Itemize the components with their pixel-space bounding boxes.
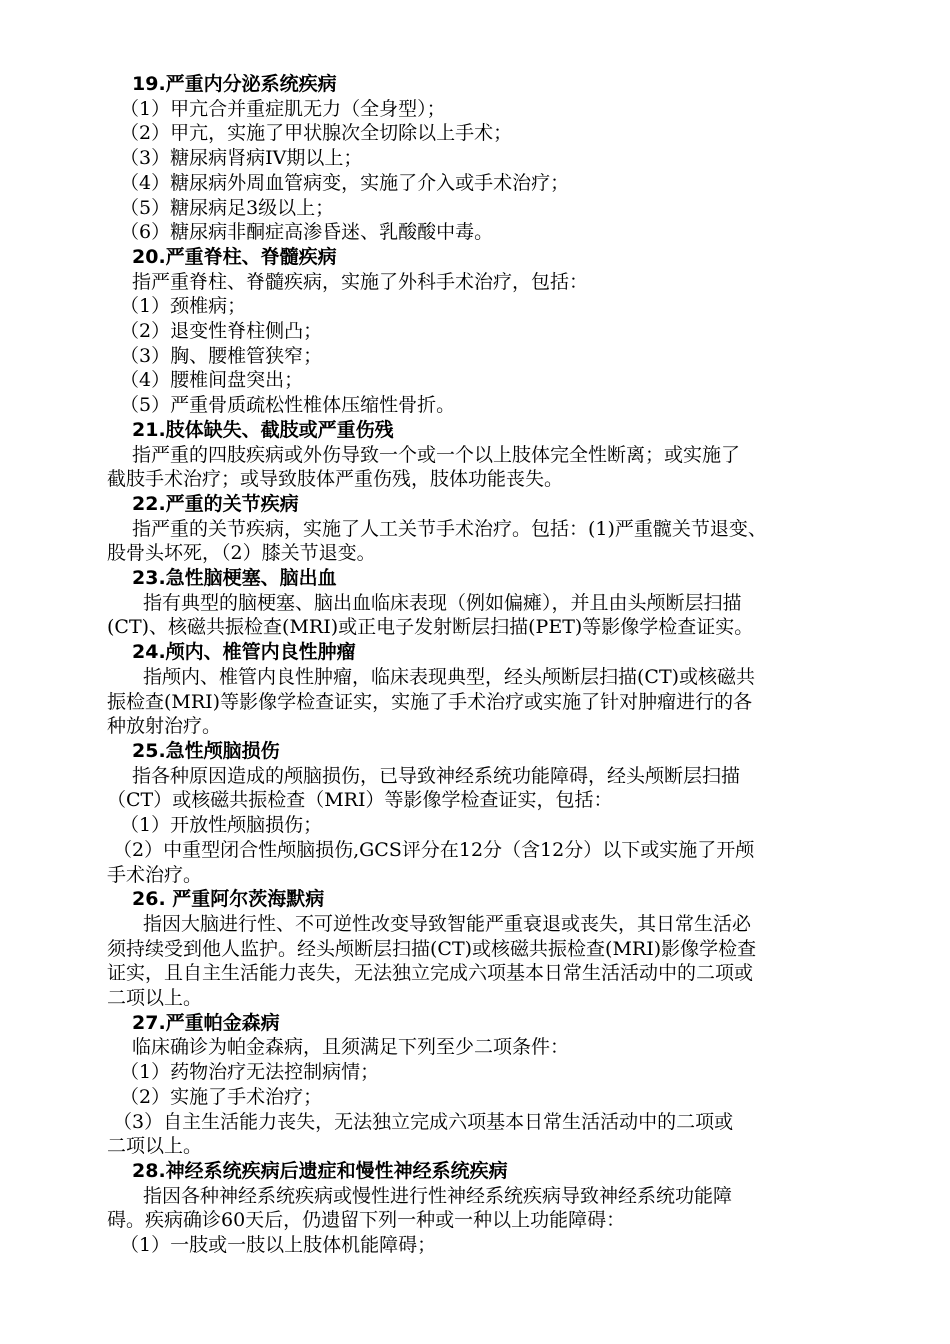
body-text: 指严重的关节疾病，实施了人工关节手术治疗。包括：(1)严重髋关节退变、 bbox=[132, 517, 767, 540]
body-text: 指各种原因造成的颅脑损伤，已导致神经系统功能障碍，经头颅断层扫描 bbox=[132, 764, 741, 787]
list-item: （6）糖尿病非酮症高渗昏迷、乳酸酸中毒。 bbox=[120, 221, 494, 244]
list-item: （1）颈椎病； bbox=[120, 295, 247, 318]
list-item: （5）糖尿病足3级以上； bbox=[120, 196, 335, 219]
list-item: （2）实施了手术治疗； bbox=[120, 1085, 323, 1108]
list-item: （4）腰椎间盘突出； bbox=[120, 369, 304, 392]
body-text: 指有典型的脑梗塞、脑出血临床表现（例如偏瘫），并且由头颅断层扫描 bbox=[143, 591, 742, 614]
section-heading-28: 28.神经系统疾病后遗症和慢性神经系统疾病 bbox=[132, 1159, 508, 1182]
body-text: 手术治疗。 bbox=[107, 863, 203, 886]
list-item: （1）甲亢合并重症肌无力（全身型）； bbox=[120, 97, 446, 120]
body-text: 临床确诊为帕金森病，且须满足下列至少二项条件： bbox=[132, 1036, 570, 1059]
body-text: 须持续受到他人监护。经头颅断层扫描(CT)或核磁共振检查(MRI)影像学检查 bbox=[107, 937, 757, 960]
body-text: 二项以上。 bbox=[107, 987, 203, 1010]
section-heading-24: 24.颅内、椎管内良性肿瘤 bbox=[132, 641, 356, 664]
list-item: （1）一肢或一肢以上肢体机能障碍； bbox=[120, 1234, 437, 1257]
section-heading-26: 26. 严重阿尔茨海默病 bbox=[132, 888, 325, 911]
body-text: (CT)、核磁共振检查(MRI)或正电子发射断层扫描(PET)等影像学检查证实。 bbox=[107, 616, 754, 639]
list-item: （1）开放性颅脑损伤； bbox=[120, 814, 323, 837]
body-text: 指严重的四肢疾病或外伤导致一个或一个以上肢体完全性断离；或实施了 bbox=[132, 443, 741, 466]
list-item: （1）药物治疗无法控制病情； bbox=[120, 1061, 380, 1084]
body-text: 截肢手术治疗；或导致肢体严重伤残，肢体功能丧失。 bbox=[107, 468, 564, 491]
body-text: 种放射治疗。 bbox=[107, 715, 222, 738]
body-text: 指因大脑进行性、不可逆性改变导致智能严重衰退或丧失，其日常生活必 bbox=[143, 912, 752, 935]
section-heading-27: 27.严重帕金森病 bbox=[132, 1011, 280, 1034]
list-item: （5）严重骨质疏松性椎体压缩性骨折。 bbox=[120, 394, 456, 417]
body-text: 振检查(MRI)等影像学检查证实，实施了手术治疗或实施了针对肿瘤进行的各 bbox=[107, 690, 753, 713]
list-item: （2）中重型闭合性颅脑损伤,GCS评分在12分（含12分）以下或实施了开颅 bbox=[113, 838, 755, 861]
section-heading-22: 22.严重的关节疾病 bbox=[132, 492, 299, 515]
list-item: （3）胸、腰椎管狭窄； bbox=[120, 344, 323, 367]
section-heading-20: 20.严重脊柱、脊髓疾病 bbox=[132, 245, 337, 268]
body-text: 指因各种神经系统疾病或慢性进行性神经系统疾病导致神经系统功能障 bbox=[143, 1184, 733, 1207]
list-item: （3）自主生活能力丧失，无法独立完成六项基本日常生活活动中的二项或 bbox=[113, 1110, 734, 1133]
section-heading-25: 25.急性颅脑损伤 bbox=[132, 739, 280, 762]
body-text: 指颅内、椎管内良性肿瘤，临床表现典型，经头颅断层扫描(CT)或核磁共 bbox=[143, 665, 756, 688]
body-text: 碍。疾病确诊60天后，仍遗留下列一种或一种以上功能障碍： bbox=[107, 1209, 626, 1232]
section-heading-21: 21.肢体缺失、截肢或严重伤残 bbox=[132, 418, 394, 441]
body-text: 指严重脊柱、脊髓疾病，实施了外科手术治疗，包括： bbox=[132, 270, 589, 293]
list-item: （2）退变性脊柱侧凸； bbox=[120, 320, 323, 343]
body-text: 股骨头坏死，（2）膝关节退变。 bbox=[107, 542, 376, 565]
body-text: 二项以上。 bbox=[107, 1135, 203, 1158]
body-text: （CT）或核磁共振检查（MRI）等影像学检查证实，包括： bbox=[107, 789, 613, 812]
document-page bbox=[107, 72, 855, 1258]
list-item: （2）甲亢，实施了甲状腺次全切除以上手术； bbox=[120, 122, 513, 145]
list-item: （4）糖尿病外周血管病变，实施了介入或手术治疗； bbox=[120, 171, 570, 194]
section-heading-19: 19.严重内分泌系统疾病 bbox=[132, 73, 337, 95]
section-heading-23: 23.急性脑梗塞、脑出血 bbox=[132, 567, 337, 590]
body-text: 证实，且自主生活能力丧失，无法独立完成六项基本日常生活活动中的二项或 bbox=[107, 962, 754, 985]
list-item: （3）糖尿病肾病IV期以上； bbox=[120, 147, 363, 170]
